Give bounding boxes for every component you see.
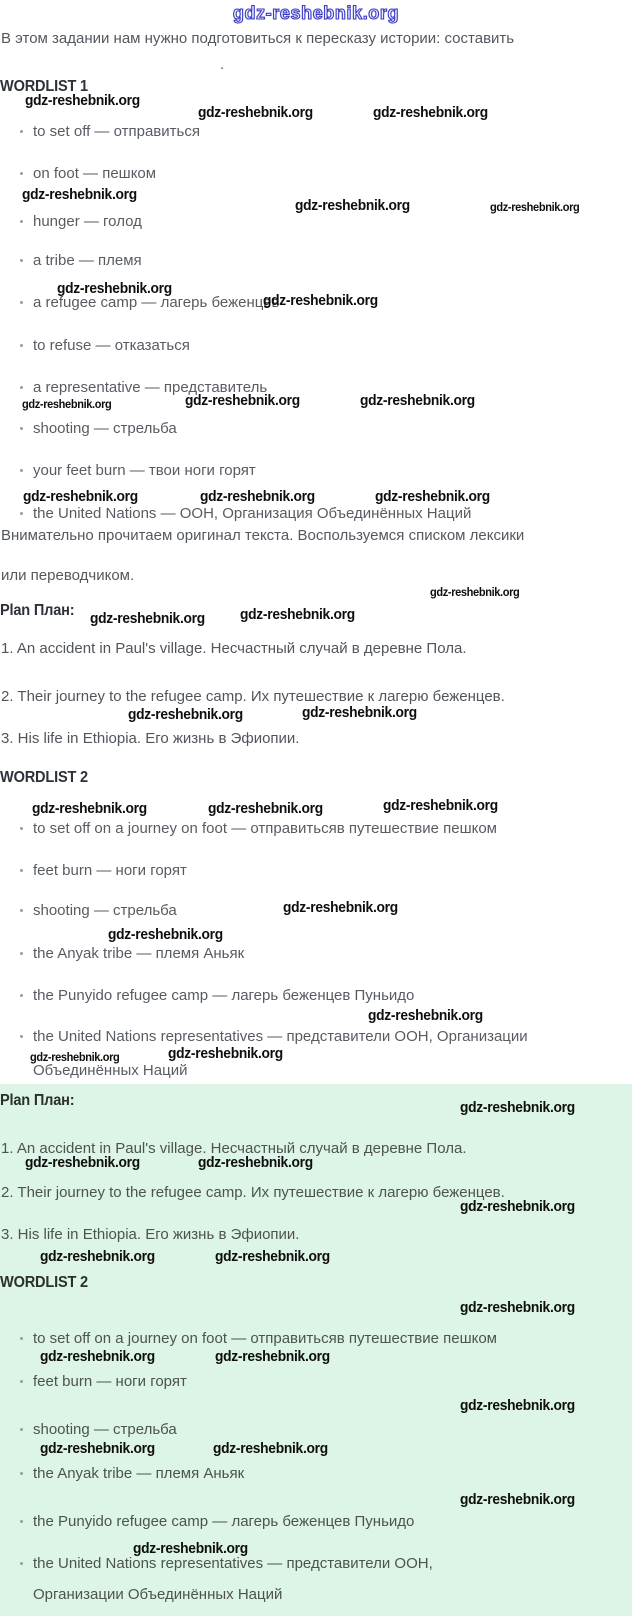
wordlist1-item: to refuse — отказаться [33, 337, 190, 354]
site-watermark: gdz-reshebnik.org [25, 1154, 140, 1171]
site-watermark: gdz-reshebnik.org [490, 200, 580, 214]
site-watermark: gdz-reshebnik.org [185, 392, 300, 409]
wordlist2-item: feet burn — ноги горят [33, 862, 187, 879]
site-watermark: gdz-reshebnik.org [25, 92, 140, 109]
answer-wordlist2-item: feet burn — ноги горят [33, 1373, 187, 1390]
wordlist1-item: on foot — пешком [33, 165, 157, 182]
site-watermark: gdz-reshebnik.org [40, 1348, 155, 1365]
site-watermark: gdz-reshebnik.org [373, 104, 488, 121]
wordlist1-title: WORDLIST 1 [0, 78, 88, 95]
site-watermark: gdz-reshebnik.org [263, 292, 378, 309]
answer-wordlist2-item: shooting — стрельба [33, 1421, 177, 1438]
intro-text: В этом задании нам нужно подготовиться к пересказу истории: составить [1, 30, 515, 47]
wordlist1-item: hunger — голод [33, 213, 142, 230]
answer-wordlist2-item: to set off on a journey on foot — отправитьсяв путешествие пешком [33, 1330, 497, 1347]
site-watermark: gdz-reshebnik.org [215, 1348, 330, 1365]
site-watermark: gdz-reshebnik.org [208, 800, 323, 817]
site-watermark: gdz-reshebnik.org [32, 800, 147, 817]
site-watermark: gdz-reshebnik.org [198, 104, 313, 121]
wordlist2-item: shooting — стрельба [33, 902, 177, 919]
answer-wordlist2-item: the Punyido refugee camp — лагерь беженцев Пуньидо [33, 1513, 415, 1530]
answer-plan-label: Plan План: [0, 1092, 75, 1109]
site-watermark: gdz-reshebnik.org [302, 704, 417, 721]
wordlist2-item-continuation: Объединённых Наций [33, 1062, 188, 1079]
wordlist1-item: the United Nations — ООН, Организация Объединённых Наций [33, 505, 472, 522]
site-watermark: gdz-reshebnik.org [168, 1045, 283, 1062]
site-watermark: gdz-reshebnik.org [22, 186, 137, 203]
site-watermark: gdz-reshebnik.org [133, 1540, 248, 1557]
answer-wordlist2-item: the Anyak tribe — племя Аньяк [33, 1465, 245, 1482]
site-watermark: gdz-reshebnik.org [460, 1299, 575, 1316]
answer-plan-item: 2. Their journey to the refugee camp. Их путешествие к лагерю беженцев. [1, 1184, 505, 1201]
site-watermark: gdz-reshebnik.org [40, 1440, 155, 1457]
intro-text-continuation: . [220, 56, 225, 73]
plan-item: 1. An accident in Paul's village. Несчастный случай в деревне Пола. [1, 640, 467, 657]
wordlist1-item: to set off — отправиться [33, 123, 200, 140]
site-watermark: gdz-reshebnik.org [198, 1154, 313, 1171]
site-watermark: gdz-reshebnik.org [57, 280, 172, 297]
site-watermark: gdz-reshebnik.org [460, 1099, 575, 1116]
site-watermark: gdz-reshebnik.org [295, 197, 410, 214]
plan-item: 3. His life in Ethiopia. Его жизнь в Эфиопии. [1, 730, 300, 747]
wordlist2-title: WORDLIST 2 [0, 769, 88, 786]
site-watermark: gdz-reshebnik.org [430, 585, 520, 599]
answer-plan-item: 1. An accident in Paul's village. Несчастный случай в деревне Пола. [1, 1140, 467, 1157]
site-watermark: gdz-reshebnik.org [368, 1007, 483, 1024]
site-watermark: gdz-reshebnik.org [128, 706, 243, 723]
answer-wordlist2-item: the United Nations representatives — представители ООН, [33, 1555, 433, 1572]
site-watermark: gdz-reshebnik.org [22, 397, 112, 411]
site-watermark: gdz-reshebnik.org [215, 1248, 330, 1265]
site-watermark: gdz-reshebnik.org [460, 1397, 575, 1414]
site-watermark: gdz-reshebnik.org [375, 488, 490, 505]
site-watermark: gdz-reshebnik.org [460, 1491, 575, 1508]
wordlist2-item: the Anyak tribe — племя Аньяк [33, 945, 245, 962]
note-text-line1: Внимательно прочитаем оригинал текста. Воспользуемся списком лексики [1, 527, 525, 544]
plan-item: 2. Their journey to the refugee camp. Их путешествие к лагерю беженцев. [1, 688, 505, 705]
plan-label: Plan План: [0, 602, 75, 619]
site-watermark: gdz-reshebnik.org [213, 1440, 328, 1457]
note-text-line2: или переводчиком. [1, 567, 135, 584]
wordlist2-item: to set off on a journey on foot — отправитьсяв путешествие пешком [33, 820, 497, 837]
site-watermark: gdz-reshebnik.org [200, 488, 315, 505]
site-watermark: gdz-reshebnik.org [360, 392, 475, 409]
answer-wordlist2-title: WORDLIST 2 [0, 1274, 88, 1291]
site-watermark: gdz-reshebnik.org [40, 1248, 155, 1265]
site-watermark: gdz-reshebnik.org [23, 488, 138, 505]
wordlist1-item: a tribe — племя [33, 252, 142, 269]
answer-plan-item: 3. His life in Ethiopia. Его жизнь в Эфиопии. [1, 1226, 300, 1243]
header-watermark: gdz-reshebnik.org [232, 3, 400, 23]
site-watermark: gdz-reshebnik.org [240, 606, 355, 623]
wordlist1-item: a representative — представитель [33, 379, 268, 396]
wordlist1-item: your feet burn — твои ноги горят [33, 462, 256, 479]
wordlist2-item: the United Nations representatives — представители ООН, Организации [33, 1028, 528, 1045]
site-watermark: gdz-reshebnik.org [460, 1198, 575, 1215]
site-watermark: gdz-reshebnik.org [383, 797, 498, 814]
wordlist2-item: the Punyido refugee camp — лагерь беженцев Пуньидо [33, 987, 415, 1004]
wordlist1-item: shooting — стрельба [33, 420, 177, 437]
site-watermark: gdz-reshebnik.org [108, 926, 223, 943]
site-watermark: gdz-reshebnik.org [283, 899, 398, 916]
answer-wordlist2-item-continuation: Организации Объединённых Наций [33, 1586, 283, 1603]
site-watermark: gdz-reshebnik.org [90, 610, 205, 627]
site-watermark: gdz-reshebnik.org [30, 1050, 120, 1064]
wordlist1-item: a refugee camp — лагерь беженцев [33, 294, 280, 311]
